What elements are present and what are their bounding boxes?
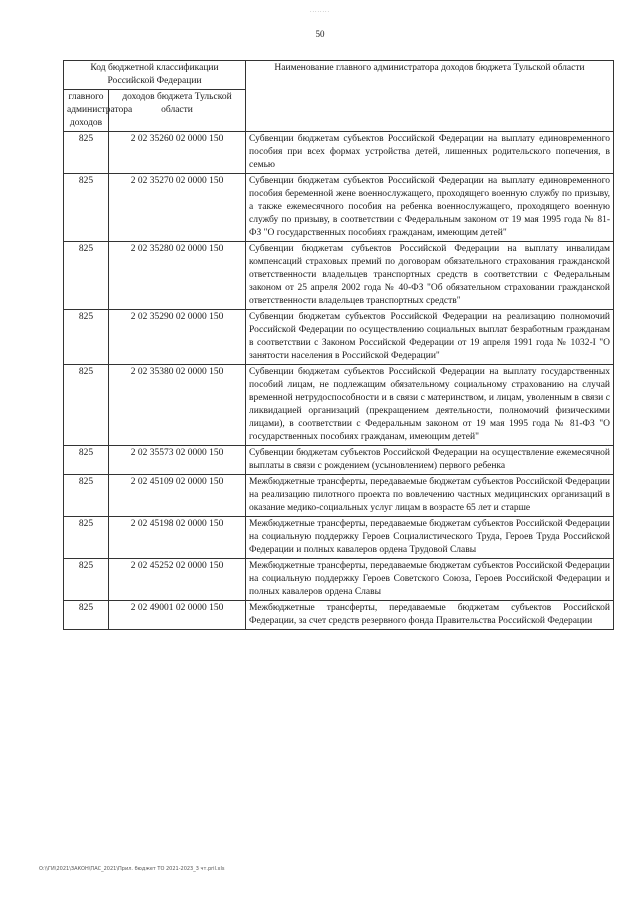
table-row <box>64 365 614 446</box>
admin-code-cell: 825 <box>64 174 109 242</box>
income-code-cell: 2 02 35280 02 0000 150 <box>109 242 246 310</box>
description-cell: Субвенции бюджетам субъектов Российской Федерации на осуществление ежемесячной выплаты в связи с рождением (усыновлением) первого ребенка <box>246 446 614 475</box>
admin-column-header: главного администратора доходов <box>64 90 109 132</box>
table-row <box>64 475 614 517</box>
income-code-cell: 2 02 35270 02 0000 150 <box>109 174 246 242</box>
description-cell: Межбюджетные трансферты, передаваемые бюджетам субъектов Российской Федерации на социальную поддержку Героев Советского Союза, Героев Российской Федерации и полных кавалеров ордена Славы <box>246 559 614 601</box>
description-cell: Субвенции бюджетам субъектов Российской Федерации на выплату единовременного пособия беременной жене военнослужащего, проходящего военную службу по призыву, а также ежемесячного пособия на ребенка военнослужащего, проходящего военную службу по призыву, в соответствии с Федеральным законом от 19 мая 1995 года № 81-ФЗ "О государственных пособиях гражданам, имеющим детей" <box>246 174 614 242</box>
description-cell: Субвенции бюджетам субъектов Российской Федерации на выплату государственных пособий лицам, не подлежащим обязательному социальному страхованию на случай временной нетрудоспособности и в связи с материнством, и лицам, уволенным в связи с ликвидацией организаций (прекращением деятельности, полномочий физическими лицами), в соответствии с Федеральным законом от 19 мая 1995 года № 81-ФЗ "О государственных пособиях гражданам, имеющим детей" <box>246 365 614 446</box>
table-row <box>64 174 614 242</box>
income-code-cell: 2 02 49001 02 0000 150 <box>109 601 246 630</box>
page-number: 50 <box>315 29 325 39</box>
description-cell: Межбюджетные трансферты, передаваемые бюджетам субъектов Российской Федерации на социальную поддержку Героев Социалистического Труда, Героев Труда Российской Федерации и полных кавалеров ордена Трудовой Славы <box>246 517 614 559</box>
income-code-cell: 2 02 45252 02 0000 150 <box>109 559 246 601</box>
admin-code-cell: 825 <box>64 365 109 446</box>
name-column-header: Наименование главного администратора доходов бюджета Тульской области <box>246 61 614 132</box>
table-row <box>64 559 614 601</box>
header-mark: ........ <box>310 8 330 14</box>
admin-code-cell: 825 <box>64 310 109 365</box>
admin-code-cell: 825 <box>64 559 109 601</box>
income-code-cell: 2 02 45109 02 0000 150 <box>109 475 246 517</box>
income-column-header: доходов бюджета Тульской области <box>109 90 246 132</box>
description-cell: Межбюджетные трансферты, передаваемые бюджетам субъектов Российской Федерации на реализацию пилотного проекта по вовлечению частных медицинских организаций в оказание медико-социальных услуг лицам в возрасте 65 лет и старше <box>246 475 614 517</box>
table-row <box>64 132 614 174</box>
description-cell: Субвенции бюджетам субъектов Российской Федерации на реализацию полномочий Российской Федерации по осуществлению социальных выплат безработным гражданам в соответствии с Законом Российской Федерации от 19 апреля 1991 года № 1032-I "О занятости населения в Российской Федерации" <box>246 310 614 365</box>
income-code-cell: 2 02 35380 02 0000 150 <box>109 365 246 446</box>
income-code-cell: 2 02 35290 02 0000 150 <box>109 310 246 365</box>
description-cell: Межбюджетные трансферты, передаваемые бюджетам субъектов Российской Федерации, за счет средств резервного фонда Правительства Российской Федерации <box>246 601 614 630</box>
code-group-header: Код бюджетной классификации Российской Федерации <box>64 61 246 90</box>
income-code-cell: 2 02 35260 02 0000 150 <box>109 132 246 174</box>
admin-code-cell: 825 <box>64 475 109 517</box>
admin-code-cell: 825 <box>64 601 109 630</box>
table-row <box>64 310 614 365</box>
table-row <box>64 242 614 310</box>
description-cell: Субвенции бюджетам субъектов Российской Федерации на выплату инвалидам компенсаций страховых премий по договорам обязательного страхования гражданской ответственности владельцев транспортных средств в соответствии с Федеральным законом от 25 апреля 2002 года № 40-ФЗ "Об обязательном страховании гражданской ответственности владельцев транспортных средств" <box>246 242 614 310</box>
table-row <box>64 601 614 630</box>
table-row <box>64 517 614 559</box>
table-row <box>64 446 614 475</box>
budget-classification-table <box>63 60 614 630</box>
admin-code-cell: 825 <box>64 517 109 559</box>
admin-code-cell: 825 <box>64 242 109 310</box>
file-path-footer: О:\\ГИ\2021\ЗАКОН\ПАС_2021\Прил. бюджет ТО 2021-2023_3 чт.pril.xls <box>39 866 225 872</box>
income-code-cell: 2 02 35573 02 0000 150 <box>109 446 246 475</box>
admin-code-cell: 825 <box>64 446 109 475</box>
table-header-row-1 <box>64 61 614 90</box>
description-cell: Субвенции бюджетам субъектов Российской Федерации на выплату единовременного пособия при всех формах устройства детей, лишенных родительского попечения, в семью <box>246 132 614 174</box>
income-code-cell: 2 02 45198 02 0000 150 <box>109 517 246 559</box>
admin-code-cell: 825 <box>64 132 109 174</box>
